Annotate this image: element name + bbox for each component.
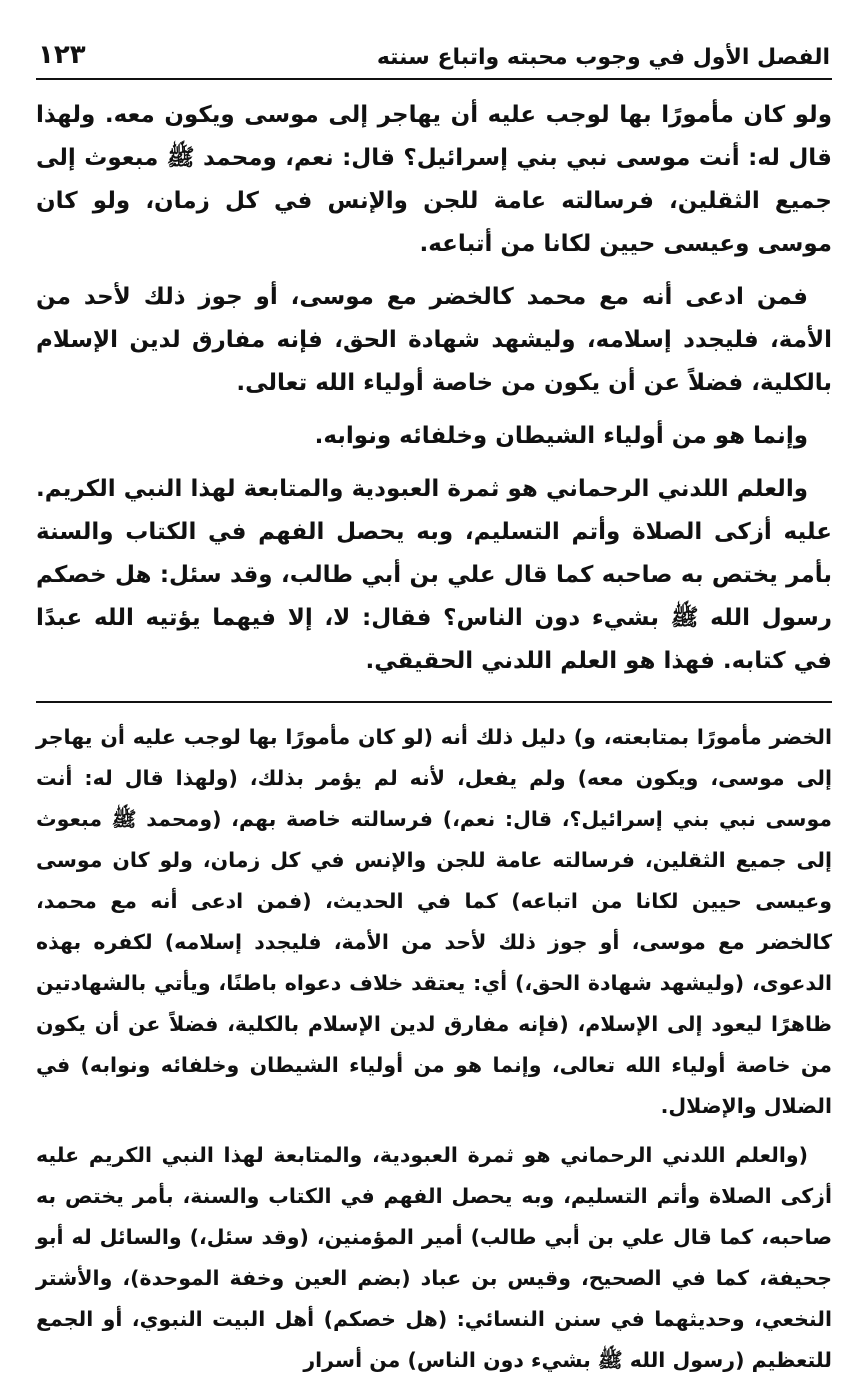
footnote-separator: [36, 701, 832, 703]
commentary-paragraph: الخضر مأمورًا بمتابعته، و) دليل ذلك أنه (لو كان مأمورًا بها لوجب عليه أن يهاجر إلى موسى، ويكون معه) ولم يفعل، لأنه لم يؤمر بذلك، (ولهذا قال له: أنت موسى نبي بني إسرائيل؟، قال: نعم،) فرسالته خاصة بهم، (ومحمد ﷺ مبعوث إلى جميع الثقلين، فرسالته عامة للجن والإنس في كل زمان، ولو كان موسى وعيسى حيين لكانا من اتباعه) كما في الحديث، (فمن ادعى أنه مع محمد، كالخضر مع موسى، أو جوز ذلك لأحد من الأمة، فليجدد إسلامه) لكفره بهذه الدعوى، (وليشهد شهادة الحق،) أي: يعتقد خلاف دعواه باطنًا، ويأتي بالشهادتين ظاهرًا ليعود إلى الإسلام، (فإنه مفارق لدين الإسلام بالكلية، فضلاً عن أن يكون من خاصة أولياء الله تعالى، وإنما هو من أولياء الشيطان وخلفائه ونوابه) في الضلال والإضلال.: [36, 725, 832, 1118]
book-page: [36, 40, 832, 1389]
page-header: [36, 40, 832, 80]
main-paragraph: ولو كان مأمورًا بها لوجب عليه أن يهاجر إلى موسى ويكون معه. ولهذا قال له: أنت موسى نبي بني إسرائيل؟ قال: نعم، ومحمد ﷺ مبعوث إلى جميع الثقلين، فرسالته عامة للجن والإنس في كل زمان، ولو كان موسى وعيسى حيين لكانا من أتباعه.: [36, 102, 832, 257]
main-paragraph: والعلم اللدني الرحماني هو ثمرة العبودية والمتابعة لهذا النبي الكريم. عليه أزكى الصلاة وأتم التسليم، وبه يحصل الفهم في الكتاب والسنة بأمر يختص به صاحبه كما قال علي بن أبي طالب، وقد سئل: هل خصكم رسول الله ﷺ بشيء دون الناس؟ فقال: لا، إلا فيهما يؤتيه الله عبدًا في كتابه. فهذا هو العلم اللدني الحقيقي.: [36, 476, 832, 674]
page-number: ١٢٣: [38, 40, 86, 70]
main-paragraph: فمن ادعى أنه مع محمد كالخضر مع موسى، أو جوز ذلك لأحد من الأمة، فليجدد إسلامه، وليشهد شهادة الحق، فإنه مفارق لدين الإسلام بالكلية، فضلاً عن أن يكون من خاصة أولياء الله تعالى.: [36, 284, 832, 396]
main-text: [36, 94, 832, 683]
main-paragraph: وإنما هو من أولياء الشيطان وخلفائه ونوابه.: [314, 423, 808, 449]
running-head: الفصل الأول في وجوب محبته واتباع سنته: [376, 45, 830, 70]
commentary-text: [36, 717, 832, 1381]
commentary-paragraph: (والعلم اللدني الرحماني هو ثمرة العبودية، والمتابعة لهذا النبي الكريم عليه أزكى الصلاة وأتم التسليم، وبه يحصل الفهم في الكتاب والسنة، بأمر يختص به صاحبه، كما قال علي بن أبي طالب) أمير المؤمنين، (وقد سئل،) والسائل له أبو جحيفة، كما في الصحيح، وقيس بن عباد (بضم العين وخفة الموحدة)، والأشتر النخعي، وحديثهما في سنن النسائي: (هل خصكم) أهل البيت النبوي، أو الجمع للتعظيم (رسول الله ﷺ بشيء دون الناس) من أسرار: [36, 1143, 832, 1372]
